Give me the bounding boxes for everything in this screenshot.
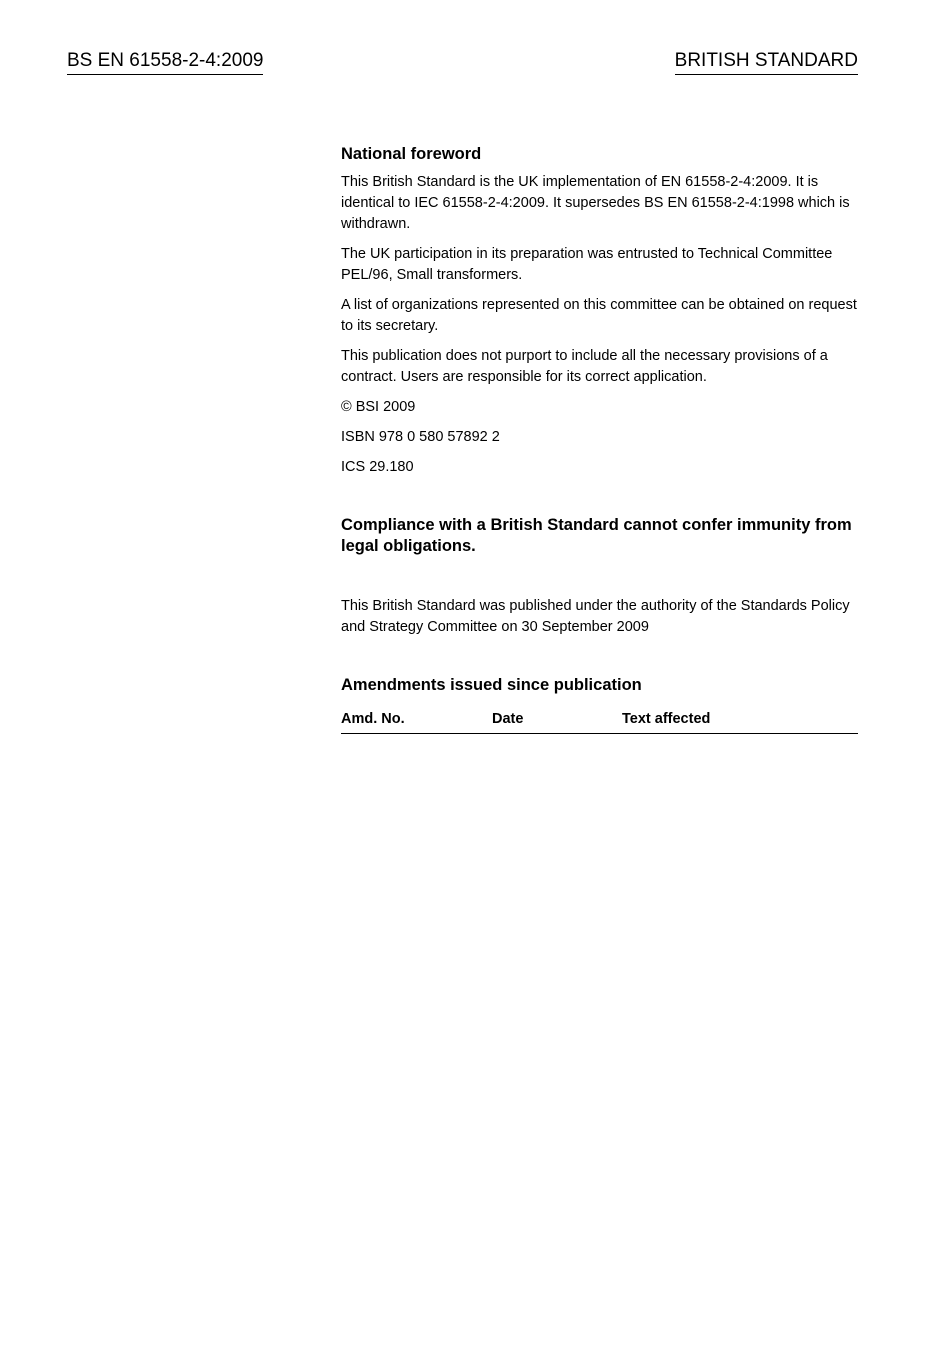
publication-statement: This British Standard was published under the authority of the Standards Policy and Strategy Committee on 30 September 2009 (341, 598, 850, 635)
foreword-paragraph-committee: The UK participation in its preparation was entrusted to Technical Committee PEL/96, Small transformers. (341, 246, 833, 283)
ics-line: ICS 29.180 (341, 459, 414, 475)
standard-type-label: BRITISH STANDARD (675, 50, 858, 75)
compliance-notice: Compliance with a British Standard cannot confer immunity from legal obligations. (341, 516, 852, 555)
column-header-date: Date (492, 711, 524, 727)
page-header (67, 50, 858, 80)
amendments-heading: Amendments issued since publication (341, 676, 642, 694)
foreword-paragraph-provisions: This publication does not purport to include all the necessary provisions of a contract. Users are responsible for its correct application. (341, 348, 828, 385)
foreword-heading: National foreword (341, 145, 482, 163)
column-header-amd-no: Amd. No. (341, 711, 405, 727)
amendments-table-header (341, 710, 858, 734)
foreword-paragraph-organizations: A list of organizations represented on this committee can be obtained on request to its secretary. (341, 297, 857, 334)
isbn-line: ISBN 978 0 580 57892 2 (341, 429, 500, 445)
copyright-line: © BSI 2009 (341, 399, 416, 415)
standard-number: BS EN 61558-2-4:2009 (67, 50, 263, 75)
column-header-text-affected: Text affected (622, 711, 711, 727)
foreword-content (341, 144, 858, 734)
foreword-paragraph-implementation: This British Standard is the UK implementation of EN 61558-2-4:2009. It is identical to IEC 61558-2-4:2009. It supersedes BS EN 61558-2-4:1998 which is withdrawn. (341, 174, 850, 232)
